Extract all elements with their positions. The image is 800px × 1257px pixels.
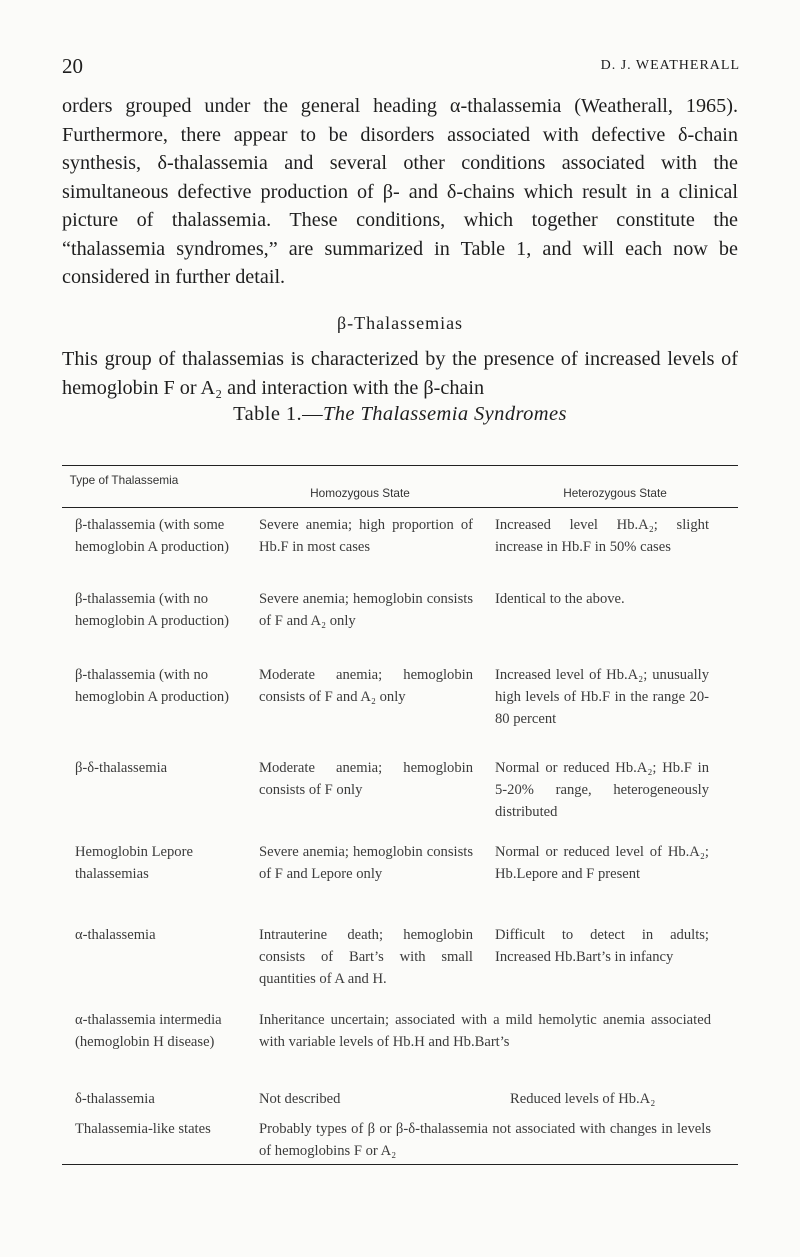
cell-type: α-thalassemia intermedia (hemoglobin H disease) [75, 1012, 222, 1050]
cell-type: β-thalassemia (with some hemoglobin A production) [75, 517, 230, 555]
cell-heterozygous: Normal or reduced Hb.A₂; Hb.F in 5-20% range, heterogeneously distributed [495, 760, 709, 820]
section-heading: β-Thalassemias [336, 313, 464, 333]
column-header-type: Type of Thalassemia [69, 473, 179, 487]
cell-type: Hemoglobin Lepore thalassemias [75, 844, 193, 882]
table-header-rule [62, 507, 738, 508]
table-label: Table 1. [233, 403, 303, 425]
cell-type: δ-thalassemia [75, 1091, 155, 1107]
cell-type: β-thalassemia (with no hemoglobin A production) [75, 667, 230, 705]
body-paragraph-2: This group of thalassemias is characterized by the presence of increased levels of hemoglobin F or A₂ and interaction with the β-chain [62, 348, 738, 399]
cell-homozygous: Severe anemia; hemoglobin consists of F and Lepore only [259, 844, 473, 882]
cell-homozygous: Moderate anemia; hemoglobin consists of F only [259, 760, 473, 798]
cell-type: Thalassemia-like states [75, 1121, 211, 1137]
cell-heterozygous: Normal or reduced level of Hb.A₂; Hb.Lepore and F present [495, 844, 709, 882]
body-paragraph-1: orders grouped under the general heading α-thalassemia (Weatherall, 1965). Furthermore, there appear to be disorders associated with defective δ-chain synthesis, δ-thalassemia and several other conditions associated with the simultaneous defective production of β- and δ-chains which result in a clinical picture of thalassemia. These conditions, which together constitute the “thalassemia syndromes,” are summarized in Table 1, and will each now be considered in further detail. [62, 95, 738, 288]
cell-combined: Inheritance uncertain; associated with a mild hemolytic anemia associated with variable levels of Hb.H and Hb.Bart’s [259, 1012, 711, 1050]
cell-heterozygous: Increased level Hb.A₂; slight increase in Hb.F in 50% cases [495, 517, 709, 555]
column-header-homozygous: Homozygous State [310, 486, 410, 500]
cell-heterozygous: Reduced levels of Hb.A₂ [510, 1091, 656, 1107]
cell-homozygous: Severe anemia; hemoglobin consists of F and A₂ only [259, 591, 473, 629]
table-caption [0, 403, 800, 426]
cell-type: α-thalassemia [75, 927, 156, 943]
page-number: 20 [62, 54, 83, 78]
table-top-rule [62, 465, 738, 466]
cell-type: β-thalassemia (with no hemoglobin A production) [75, 591, 230, 629]
cell-heterozygous: Increased level of Hb.A₂; unusually high levels of Hb.F in the range 20-80 percent [495, 667, 709, 727]
page-header [62, 54, 740, 84]
cell-type: β-δ-thalassemia [75, 760, 168, 776]
column-header-heterozygous: Heterozygous State [563, 486, 667, 500]
running-head: D. J. WEATHERALL [600, 58, 740, 73]
cell-homozygous: Not described [259, 1091, 341, 1107]
cell-heterozygous: Difficult to detect in adults; Increased Hb.Bart’s in infancy [495, 927, 709, 965]
table-title: The Thalassemia Syndromes [322, 403, 567, 425]
cell-combined: Probably types of β or β-δ-thalassemia not associated with changes in levels of hemoglobins F or A₂ [259, 1121, 711, 1159]
cell-homozygous: Intrauterine death; hemoglobin consists of Bart’s with small quantities of A and H. [259, 927, 473, 987]
cell-homozygous: Severe anemia; high proportion of Hb.F in most cases [259, 517, 473, 555]
table-caption-dash: — [302, 403, 323, 425]
table-bottom-rule [62, 1164, 738, 1165]
cell-homozygous: Moderate anemia; hemoglobin consists of F and A₂ only [259, 667, 473, 705]
cell-heterozygous: Identical to the above. [495, 591, 625, 607]
